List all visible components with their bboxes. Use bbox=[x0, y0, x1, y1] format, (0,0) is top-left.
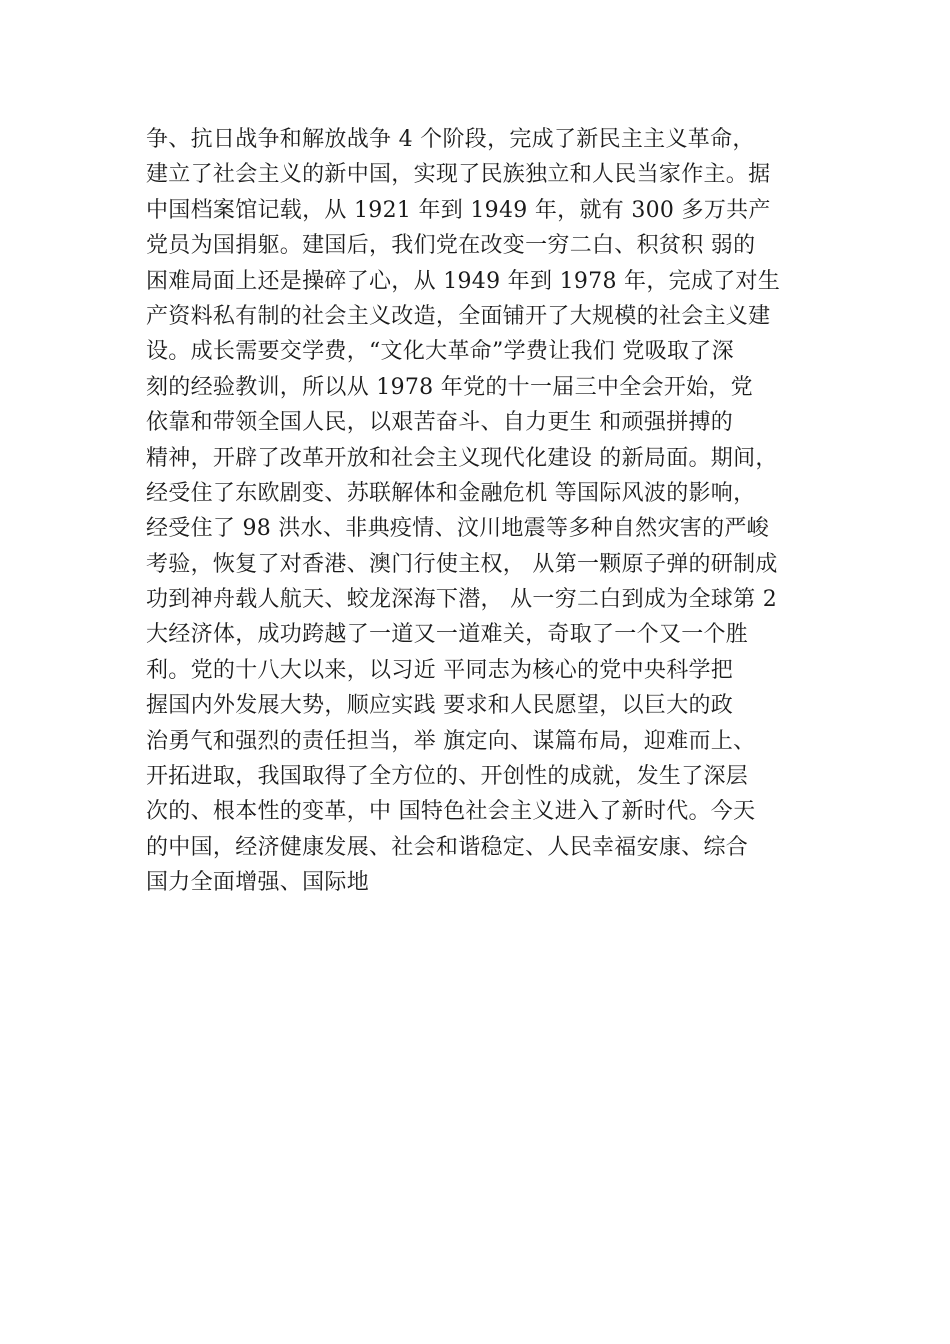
text-line: 刻的经验教训，所以从 1978 年党的十一届三中全会开始，党 bbox=[146, 374, 753, 400]
body-paragraph bbox=[146, 122, 866, 901]
text-line: 经受住了东欧剧变、苏联解体和金融危机 等国际风波的影响， bbox=[146, 480, 756, 506]
text-line: 争、抗日战争和解放战争 4 个阶段，完成了新民主主义革命， bbox=[146, 127, 755, 152]
text-line: 治勇气和强烈的责任担当，举 旗定向、谋篇布局，迎难而上、 bbox=[146, 728, 756, 754]
text-line: 设。成长需要交学费，“文化大革命”学费让我们 党吸取了深 bbox=[146, 339, 734, 365]
text-line: 大经济体，成功跨越了一道又一道难关，奇取了一个又一个胜 bbox=[146, 622, 749, 648]
text-line: 考验，恢复了对香港、澳门行使主权， 从第一颗原子弹的研制成 bbox=[146, 551, 778, 577]
text-line: 功到神舟载人航天、蛟龙深海下潜， 从一穷二白到成为全球第 2 bbox=[146, 587, 777, 613]
text-line: 中国档案馆记载，从 1921 年到 1949 年，就有 300 多万共产 bbox=[146, 197, 771, 223]
text-line: 经受住了 98 洪水、非典疫情、汶川地震等多种自然灾害的严峻 bbox=[146, 516, 769, 542]
text-line: 握国内外发展大势，顺应实践 要求和人民愿望，以巨大的政 bbox=[146, 693, 734, 719]
text-line: 产资料私有制的社会主义改造，全面铺开了大规模的社会主义建 bbox=[146, 303, 771, 329]
text-line: 利。党的十八大以来，以习近 平同志为核心的党中央科学把 bbox=[146, 657, 734, 683]
text-line: 的中国，经济健康发展、社会和谐稳定、人民幸福安康、综合 bbox=[146, 834, 749, 860]
text-line: 困难局面上还是操碎了心，从 1949 年到 1978 年，完成了对生 bbox=[146, 268, 781, 294]
text-line: 党员为国捐躯。建国后，我们党在改变一穷二白、积贫积 弱的 bbox=[146, 233, 756, 259]
text-line: 建立了社会主义的新中国，实现了民族独立和人民当家作主。据 bbox=[146, 162, 771, 188]
text-line: 依靠和带领全国人民，以艰苦奋斗、自力更生 和顽强拼搏的 bbox=[146, 410, 734, 436]
text-line: 精神，开辟了改革开放和社会主义现代化建设 的新局面。期间， bbox=[146, 445, 778, 471]
text-line: 次的、根本性的变革，中 国特色社会主义进入了新时代。今天 bbox=[146, 799, 756, 825]
text-line: 国力全面增强、国际地 bbox=[146, 870, 370, 896]
text-line: 开拓进取，我国取得了全方位的、开创性的成就，发生了深层 bbox=[146, 764, 749, 790]
